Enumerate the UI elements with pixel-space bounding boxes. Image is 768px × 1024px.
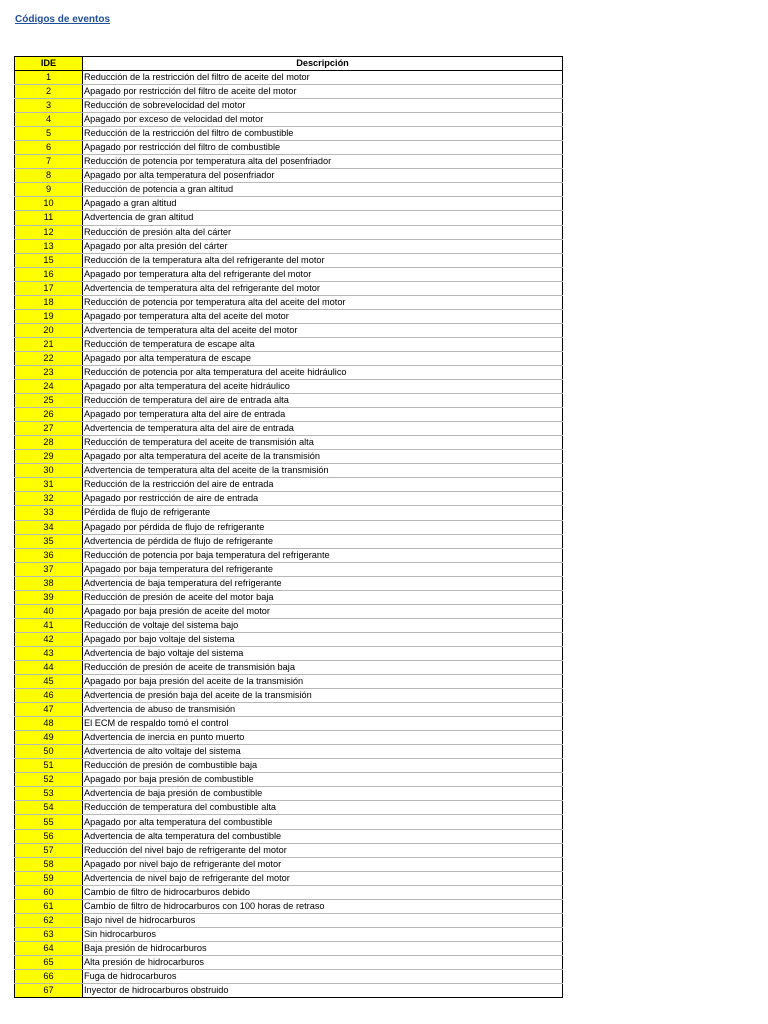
table-row bbox=[15, 829, 563, 843]
event-description-cell: Advertencia de abuso de transmisión bbox=[83, 703, 563, 717]
event-description-cell: Advertencia de temperatura alta del refrigerante del motor bbox=[83, 281, 563, 295]
table-row bbox=[15, 576, 563, 590]
table-row bbox=[15, 970, 563, 984]
event-id-cell: 42 bbox=[15, 632, 83, 646]
table-row bbox=[15, 885, 563, 899]
event-description-cell: Apagado por temperatura alta del refrigerante del motor bbox=[83, 267, 563, 281]
event-description-cell: Apagado por alta presión del cárter bbox=[83, 239, 563, 253]
event-id-cell: 67 bbox=[15, 984, 83, 998]
event-description-cell: Reducción de presión de combustible baja bbox=[83, 759, 563, 773]
event-codes-table bbox=[14, 56, 563, 998]
event-description-cell: Reducción de potencia a gran altitud bbox=[83, 183, 563, 197]
table-row bbox=[15, 141, 563, 155]
event-description-cell: Reducción de voltaje del sistema bajo bbox=[83, 618, 563, 632]
event-id-cell: 8 bbox=[15, 169, 83, 183]
table-row bbox=[15, 450, 563, 464]
table-row bbox=[15, 927, 563, 941]
event-id-cell: 33 bbox=[15, 506, 83, 520]
event-description-cell: Apagado por alta temperatura del combustible bbox=[83, 815, 563, 829]
event-id-cell: 62 bbox=[15, 913, 83, 927]
event-id-cell: 50 bbox=[15, 745, 83, 759]
event-description-cell: Apagado por alta temperatura de escape bbox=[83, 351, 563, 365]
event-description-cell: Advertencia de alto voltaje del sistema bbox=[83, 745, 563, 759]
event-id-cell: 57 bbox=[15, 843, 83, 857]
table-row bbox=[15, 984, 563, 998]
event-description-cell: Apagado por alta temperatura del aceite de la transmisión bbox=[83, 450, 563, 464]
table-row bbox=[15, 689, 563, 703]
table-row bbox=[15, 492, 563, 506]
event-id-cell: 2 bbox=[15, 85, 83, 99]
table-row bbox=[15, 85, 563, 99]
table-row bbox=[15, 534, 563, 548]
event-description-cell: Pérdida de flujo de refrigerante bbox=[83, 506, 563, 520]
event-id-cell: 58 bbox=[15, 857, 83, 871]
table-row bbox=[15, 113, 563, 127]
event-description-cell: Advertencia de pérdida de flujo de refrigerante bbox=[83, 534, 563, 548]
event-description-cell: Reducción de la restricción del filtro de combustible bbox=[83, 127, 563, 141]
event-description-cell: Reducción de temperatura del aire de entrada alta bbox=[83, 394, 563, 408]
table-row bbox=[15, 436, 563, 450]
table-row bbox=[15, 520, 563, 534]
event-id-cell: 10 bbox=[15, 197, 83, 211]
event-id-cell: 1 bbox=[15, 71, 83, 85]
event-description-cell: Cambio de filtro de hidrocarburos con 100 horas de retraso bbox=[83, 899, 563, 913]
event-id-cell: 45 bbox=[15, 675, 83, 689]
table-row bbox=[15, 394, 563, 408]
event-description-cell: Reducción de presión de aceite de transmisión baja bbox=[83, 660, 563, 674]
table-row bbox=[15, 408, 563, 422]
table-row bbox=[15, 632, 563, 646]
event-description-cell: Reducción de presión alta del cárter bbox=[83, 225, 563, 239]
table-row bbox=[15, 309, 563, 323]
table-header-row bbox=[15, 57, 563, 71]
table-row bbox=[15, 899, 563, 913]
event-description-cell: Sin hidrocarburos bbox=[83, 927, 563, 941]
event-description-cell: Reducción de potencia por temperatura alta del aceite del motor bbox=[83, 295, 563, 309]
table-row bbox=[15, 548, 563, 562]
table-row bbox=[15, 99, 563, 113]
event-id-cell: 29 bbox=[15, 450, 83, 464]
event-id-cell: 64 bbox=[15, 941, 83, 955]
table-row bbox=[15, 590, 563, 604]
event-id-cell: 4 bbox=[15, 113, 83, 127]
event-id-cell: 25 bbox=[15, 394, 83, 408]
event-id-cell: 35 bbox=[15, 534, 83, 548]
event-description-cell: Advertencia de bajo voltaje del sistema bbox=[83, 646, 563, 660]
event-id-cell: 34 bbox=[15, 520, 83, 534]
event-id-cell: 12 bbox=[15, 225, 83, 239]
event-id-cell: 60 bbox=[15, 885, 83, 899]
event-description-cell: Apagado por baja temperatura del refrigerante bbox=[83, 562, 563, 576]
table-row bbox=[15, 351, 563, 365]
event-description-cell: Apagado por alta temperatura del aceite hidráulico bbox=[83, 380, 563, 394]
event-id-cell: 63 bbox=[15, 927, 83, 941]
event-id-cell: 46 bbox=[15, 689, 83, 703]
table-row bbox=[15, 745, 563, 759]
page-title-link[interactable]: Códigos de eventos bbox=[15, 14, 111, 25]
event-description-cell: Apagado por restricción de aire de entrada bbox=[83, 492, 563, 506]
event-id-cell: 31 bbox=[15, 478, 83, 492]
table-row bbox=[15, 604, 563, 618]
event-id-cell: 27 bbox=[15, 422, 83, 436]
table-row bbox=[15, 913, 563, 927]
table-row bbox=[15, 675, 563, 689]
table-row bbox=[15, 365, 563, 379]
event-id-cell: 24 bbox=[15, 380, 83, 394]
event-id-cell: 28 bbox=[15, 436, 83, 450]
table-row bbox=[15, 646, 563, 660]
table-row bbox=[15, 731, 563, 745]
table-row bbox=[15, 253, 563, 267]
event-id-cell: 55 bbox=[15, 815, 83, 829]
table-body bbox=[15, 71, 563, 998]
table-row bbox=[15, 169, 563, 183]
event-description-cell: Advertencia de presión baja del aceite de la transmisión bbox=[83, 689, 563, 703]
event-id-cell: 44 bbox=[15, 660, 83, 674]
table-row bbox=[15, 955, 563, 969]
table-row bbox=[15, 323, 563, 337]
table-row bbox=[15, 127, 563, 141]
event-description-cell: Advertencia de baja presión de combustible bbox=[83, 787, 563, 801]
event-description-cell: Bajo nivel de hidrocarburos bbox=[83, 913, 563, 927]
event-id-cell: 19 bbox=[15, 309, 83, 323]
event-id-cell: 32 bbox=[15, 492, 83, 506]
event-id-cell: 13 bbox=[15, 239, 83, 253]
event-description-cell: Reducción de la restricción del aire de entrada bbox=[83, 478, 563, 492]
event-id-cell: 49 bbox=[15, 731, 83, 745]
event-id-cell: 38 bbox=[15, 576, 83, 590]
event-description-cell: Apagado por exceso de velocidad del motor bbox=[83, 113, 563, 127]
event-id-cell: 39 bbox=[15, 590, 83, 604]
event-description-cell: Advertencia de alta temperatura del combustible bbox=[83, 829, 563, 843]
table-row bbox=[15, 660, 563, 674]
event-id-cell: 5 bbox=[15, 127, 83, 141]
event-id-cell: 66 bbox=[15, 970, 83, 984]
event-description-cell: Advertencia de nivel bajo de refrigerante del motor bbox=[83, 871, 563, 885]
event-description-cell: Reducción de potencia por alta temperatura del aceite hidráulico bbox=[83, 365, 563, 379]
event-description-cell: Reducción de sobrevelocidad del motor bbox=[83, 99, 563, 113]
table-row bbox=[15, 843, 563, 857]
table-row bbox=[15, 787, 563, 801]
table-row bbox=[15, 211, 563, 225]
event-description-cell: Apagado por baja presión de aceite del motor bbox=[83, 604, 563, 618]
event-description-cell: Fuga de hidrocarburos bbox=[83, 970, 563, 984]
table-row bbox=[15, 71, 563, 85]
event-id-cell: 3 bbox=[15, 99, 83, 113]
event-id-cell: 23 bbox=[15, 365, 83, 379]
table-row bbox=[15, 717, 563, 731]
event-description-cell: Apagado por alta temperatura del posenfriador bbox=[83, 169, 563, 183]
event-description-cell: El ECM de respaldo tomó el control bbox=[83, 717, 563, 731]
table-row bbox=[15, 281, 563, 295]
event-description-cell: Apagado por temperatura alta del aceite del motor bbox=[83, 309, 563, 323]
event-id-cell: 56 bbox=[15, 829, 83, 843]
event-description-cell: Advertencia de baja temperatura del refrigerante bbox=[83, 576, 563, 590]
event-description-cell: Apagado por restricción del filtro de aceite del motor bbox=[83, 85, 563, 99]
event-id-cell: 7 bbox=[15, 155, 83, 169]
table-row bbox=[15, 267, 563, 281]
event-description-cell: Advertencia de gran altitud bbox=[83, 211, 563, 225]
column-header-description: Descripción bbox=[83, 57, 563, 71]
event-description-cell: Apagado por pérdida de flujo de refrigerante bbox=[83, 520, 563, 534]
event-id-cell: 51 bbox=[15, 759, 83, 773]
table-row bbox=[15, 295, 563, 309]
table-row bbox=[15, 618, 563, 632]
event-description-cell: Advertencia de temperatura alta del aceite del motor bbox=[83, 323, 563, 337]
event-id-cell: 53 bbox=[15, 787, 83, 801]
event-id-cell: 40 bbox=[15, 604, 83, 618]
event-id-cell: 17 bbox=[15, 281, 83, 295]
table-row bbox=[15, 773, 563, 787]
table-row bbox=[15, 225, 563, 239]
table-row bbox=[15, 478, 563, 492]
event-description-cell: Apagado por baja presión de combustible bbox=[83, 773, 563, 787]
table-row bbox=[15, 239, 563, 253]
event-id-cell: 9 bbox=[15, 183, 83, 197]
table-row bbox=[15, 197, 563, 211]
event-description-cell: Reducción de la restricción del filtro de aceite del motor bbox=[83, 71, 563, 85]
event-id-cell: 11 bbox=[15, 211, 83, 225]
event-id-cell: 6 bbox=[15, 141, 83, 155]
event-id-cell: 18 bbox=[15, 295, 83, 309]
event-id-cell: 52 bbox=[15, 773, 83, 787]
event-description-cell: Reducción de potencia por baja temperatura del refrigerante bbox=[83, 548, 563, 562]
event-id-cell: 37 bbox=[15, 562, 83, 576]
event-id-cell: 65 bbox=[15, 955, 83, 969]
table-row bbox=[15, 380, 563, 394]
table-row bbox=[15, 155, 563, 169]
event-id-cell: 21 bbox=[15, 337, 83, 351]
event-description-cell: Apagado por restricción del filtro de combustible bbox=[83, 141, 563, 155]
event-id-cell: 22 bbox=[15, 351, 83, 365]
event-id-cell: 43 bbox=[15, 646, 83, 660]
event-description-cell: Reducción de temperatura del combustible alta bbox=[83, 801, 563, 815]
event-id-cell: 16 bbox=[15, 267, 83, 281]
column-header-id: IDE bbox=[15, 57, 83, 71]
event-description-cell: Reducción de temperatura de escape alta bbox=[83, 337, 563, 351]
event-description-cell: Apagado a gran altitud bbox=[83, 197, 563, 211]
table-row bbox=[15, 183, 563, 197]
event-description-cell: Baja presión de hidrocarburos bbox=[83, 941, 563, 955]
event-id-cell: 59 bbox=[15, 871, 83, 885]
event-description-cell: Apagado por baja presión del aceite de la transmisión bbox=[83, 675, 563, 689]
table-row bbox=[15, 857, 563, 871]
table-row bbox=[15, 801, 563, 815]
event-description-cell: Inyector de hidrocarburos obstruido bbox=[83, 984, 563, 998]
event-description-cell: Reducción de potencia por temperatura alta del posenfriador bbox=[83, 155, 563, 169]
event-description-cell: Apagado por bajo voltaje del sistema bbox=[83, 632, 563, 646]
event-id-cell: 15 bbox=[15, 253, 83, 267]
event-description-cell: Reducción de presión de aceite del motor baja bbox=[83, 590, 563, 604]
event-id-cell: 30 bbox=[15, 464, 83, 478]
event-description-cell: Advertencia de temperatura alta del aire de entrada bbox=[83, 422, 563, 436]
event-id-cell: 48 bbox=[15, 717, 83, 731]
event-id-cell: 41 bbox=[15, 618, 83, 632]
event-description-cell: Apagado por temperatura alta del aire de entrada bbox=[83, 408, 563, 422]
event-description-cell: Reducción del nivel bajo de refrigerante del motor bbox=[83, 843, 563, 857]
event-description-cell: Apagado por nivel bajo de refrigerante del motor bbox=[83, 857, 563, 871]
table-row bbox=[15, 815, 563, 829]
event-description-cell: Reducción de la temperatura alta del refrigerante del motor bbox=[83, 253, 563, 267]
event-id-cell: 36 bbox=[15, 548, 83, 562]
event-id-cell: 47 bbox=[15, 703, 83, 717]
event-id-cell: 61 bbox=[15, 899, 83, 913]
table-row bbox=[15, 422, 563, 436]
event-description-cell: Alta presión de hidrocarburos bbox=[83, 955, 563, 969]
table-row bbox=[15, 337, 563, 351]
event-description-cell: Advertencia de temperatura alta del aceite de la transmisión bbox=[83, 464, 563, 478]
event-id-cell: 20 bbox=[15, 323, 83, 337]
table-row bbox=[15, 759, 563, 773]
table-row bbox=[15, 871, 563, 885]
event-description-cell: Cambio de filtro de hidrocarburos debido bbox=[83, 885, 563, 899]
event-description-cell: Reducción de temperatura del aceite de transmisión alta bbox=[83, 436, 563, 450]
event-id-cell: 54 bbox=[15, 801, 83, 815]
event-description-cell: Advertencia de inercia en punto muerto bbox=[83, 731, 563, 745]
event-id-cell: 26 bbox=[15, 408, 83, 422]
table-row bbox=[15, 562, 563, 576]
table-row bbox=[15, 464, 563, 478]
table-row bbox=[15, 703, 563, 717]
table-row bbox=[15, 941, 563, 955]
table-row bbox=[15, 506, 563, 520]
